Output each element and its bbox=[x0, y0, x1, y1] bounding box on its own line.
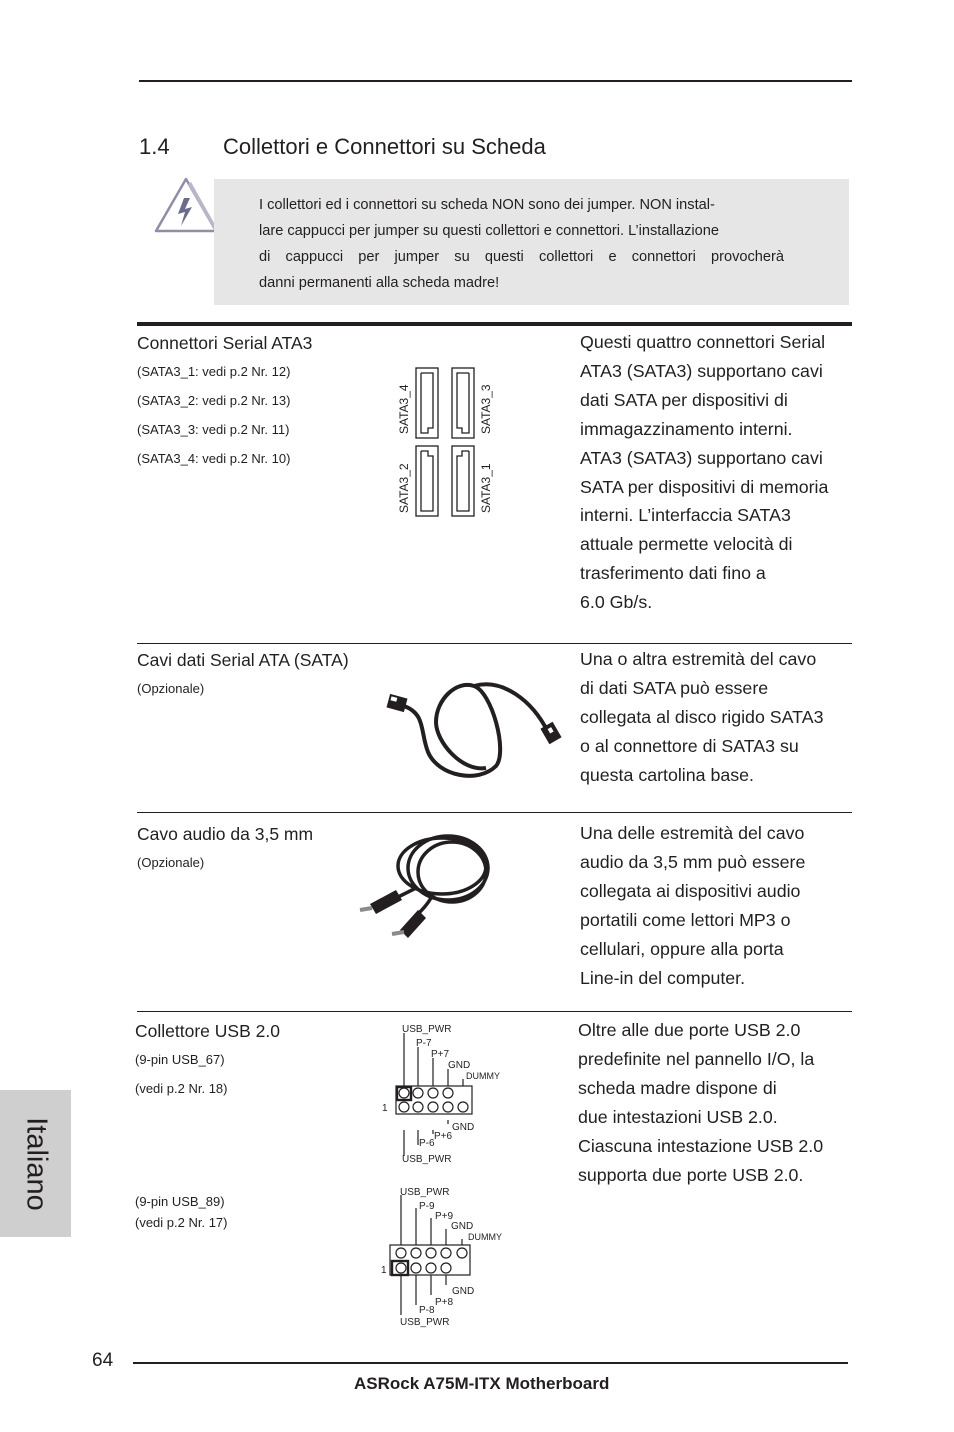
desc-line: questa cartolina base. bbox=[580, 764, 754, 785]
notice-text bbox=[259, 192, 784, 296]
pin-label: GND bbox=[451, 1221, 474, 1232]
section-divider bbox=[137, 1011, 852, 1012]
language-side-tab bbox=[0, 1090, 71, 1237]
pin-label: USB_PWR bbox=[402, 1024, 452, 1035]
usb-ref: (vedi p.2 Nr. 18) bbox=[135, 1081, 228, 1096]
section-divider bbox=[137, 812, 852, 813]
desc-line: predefinite nel pannello I/O, la bbox=[578, 1048, 815, 1069]
usb-ref: (vedi p.2 Nr. 17) bbox=[135, 1215, 228, 1230]
sata-port-label: SATA3_2 bbox=[397, 463, 411, 513]
desc-line: Questi quattro connettori Serial bbox=[580, 332, 826, 352]
pin1-marker: 1 bbox=[382, 1103, 388, 1114]
audio-cable-title: Cavo audio da 3,5 mm bbox=[137, 824, 314, 844]
audio-cable-image bbox=[356, 826, 498, 944]
sata-connectors-diagram bbox=[392, 362, 504, 520]
audio-cable-note: (Opzionale) bbox=[137, 855, 205, 870]
usb-description bbox=[578, 1016, 823, 1189]
notice-line: I collettori ed i connettori su scheda NON sono dei jumper. NON instal- bbox=[259, 197, 715, 213]
desc-line: audio da 3,5 mm può essere bbox=[580, 851, 806, 872]
pin-label: P+9 bbox=[435, 1211, 454, 1222]
pin1-marker: 1 bbox=[381, 1265, 387, 1276]
desc-line: due intestazioni USB 2.0. bbox=[578, 1106, 778, 1127]
language-label: Italiano bbox=[20, 1116, 52, 1211]
desc-line: immagazzinamento interni. bbox=[580, 418, 793, 439]
usb-header-diagram bbox=[378, 1020, 518, 1170]
pin-label: USB_PWR bbox=[400, 1317, 450, 1328]
sata-cable-note: (Opzionale) bbox=[137, 681, 205, 696]
sata-port-diagram bbox=[416, 446, 438, 516]
pin-label: P-7 bbox=[416, 1038, 432, 1049]
pin-label: DUMMY bbox=[468, 1232, 502, 1242]
desc-line: Una o altra estremità del cavo bbox=[580, 649, 817, 669]
sata-ref: (SATA3_4: vedi p.2 Nr. 10) bbox=[137, 451, 291, 466]
section-divider bbox=[137, 643, 852, 644]
notice-line: lare cappucci per jumper su questi collettori e connettori. L’installazione bbox=[259, 223, 719, 239]
desc-line: Line-in del computer. bbox=[580, 967, 746, 988]
sata-ref: (SATA3_3: vedi p.2 Nr. 11) bbox=[137, 422, 290, 437]
sata-cable-description bbox=[580, 645, 823, 790]
pin-label: P+8 bbox=[435, 1297, 454, 1308]
desc-line: attuale permette velocità di bbox=[580, 534, 793, 555]
pin-label: DUMMY bbox=[466, 1071, 500, 1081]
sata-port-diagram bbox=[416, 368, 438, 438]
sata-port-label: SATA3_1 bbox=[479, 463, 493, 513]
pin-label: P-8 bbox=[419, 1305, 435, 1316]
pin-label: USB_PWR bbox=[402, 1154, 452, 1165]
warning-icon bbox=[154, 176, 218, 234]
footer-rule bbox=[133, 1362, 848, 1364]
pin-label: P+7 bbox=[431, 1049, 450, 1060]
desc-line: Oltre alle due porte USB 2.0 bbox=[578, 1020, 801, 1040]
pin-label: P-9 bbox=[419, 1201, 435, 1212]
pin-label: GND bbox=[452, 1122, 475, 1133]
audio-plug bbox=[360, 890, 402, 914]
audio-plug bbox=[392, 910, 426, 938]
pin-label: P-6 bbox=[419, 1138, 435, 1149]
desc-line: interni. L’interfaccia SATA3 bbox=[580, 505, 791, 526]
section-title: Collettori e Connettori su Scheda bbox=[223, 134, 546, 159]
footer-title: ASRock A75M-ITX Motherboard bbox=[354, 1374, 610, 1393]
sata-port-diagram bbox=[452, 446, 474, 516]
desc-line: trasferimento dati fino a bbox=[580, 563, 766, 584]
desc-line: cellulari, oppure alla porta bbox=[580, 938, 784, 959]
sata-cable-title: Cavi dati Serial ATA (SATA) bbox=[137, 650, 349, 670]
sata-ref: (SATA3_1: vedi p.2 Nr. 12) bbox=[137, 364, 291, 379]
sata-port-label: SATA3_3 bbox=[479, 384, 493, 434]
desc-line: Ciascuna intestazione USB 2.0 bbox=[578, 1135, 824, 1156]
desc-line: collegata al disco rigido SATA3 bbox=[580, 706, 824, 727]
page-number: 64 bbox=[92, 1350, 114, 1371]
desc-line: di dati SATA può essere bbox=[580, 677, 769, 698]
sata-ref: (SATA3_2: vedi p.2 Nr. 13) bbox=[137, 393, 291, 408]
section-divider-thick bbox=[137, 322, 852, 326]
notice-line: di cappucci per jumper su questi collettori e connettori provocherà bbox=[259, 249, 784, 265]
sata-port-diagram bbox=[452, 368, 474, 438]
usb-ref: (9-pin USB_67) bbox=[135, 1052, 225, 1067]
notice-line: danni permanenti alla scheda madre! bbox=[259, 275, 500, 291]
usb-ref: (9-pin USB_89) bbox=[135, 1194, 225, 1209]
usb-title: Collettore USB 2.0 bbox=[135, 1021, 280, 1041]
desc-line: dati SATA per dispositivi di bbox=[580, 389, 788, 410]
pin-label: P+6 bbox=[434, 1131, 453, 1142]
sata-port-label: SATA3_4 bbox=[397, 384, 411, 434]
sata-cable-image bbox=[382, 672, 570, 790]
pin-label: GND bbox=[452, 1286, 475, 1297]
usb-header-diagram bbox=[378, 1183, 518, 1328]
desc-line: ATA3 (SATA3) supportano cavi bbox=[580, 360, 823, 381]
top-rule bbox=[139, 80, 852, 82]
pin-label: GND bbox=[448, 1060, 471, 1071]
desc-line: scheda madre dispone di bbox=[578, 1077, 777, 1098]
desc-line: supporta due porte USB 2.0. bbox=[578, 1164, 804, 1185]
desc-line: collegata ai dispositivi audio bbox=[580, 880, 801, 901]
sata-title: Connettori Serial ATA3 bbox=[137, 333, 313, 353]
pin-label: USB_PWR bbox=[400, 1187, 450, 1198]
notice-box bbox=[214, 179, 849, 305]
desc-line: portatili come lettori MP3 o bbox=[580, 909, 791, 930]
desc-line: Una delle estremità del cavo bbox=[580, 823, 805, 843]
section-number: 1.4 bbox=[139, 134, 170, 159]
desc-line: o al connettore di SATA3 su bbox=[580, 735, 799, 756]
audio-cable-description bbox=[580, 819, 805, 992]
desc-line: SATA per dispositivi di memoria bbox=[580, 476, 829, 497]
section-heading bbox=[139, 134, 546, 160]
sata-description bbox=[580, 328, 828, 617]
desc-line: 6.0 Gb/s. bbox=[580, 592, 653, 613]
desc-line: ATA3 (SATA3) supportano cavi bbox=[580, 447, 823, 468]
